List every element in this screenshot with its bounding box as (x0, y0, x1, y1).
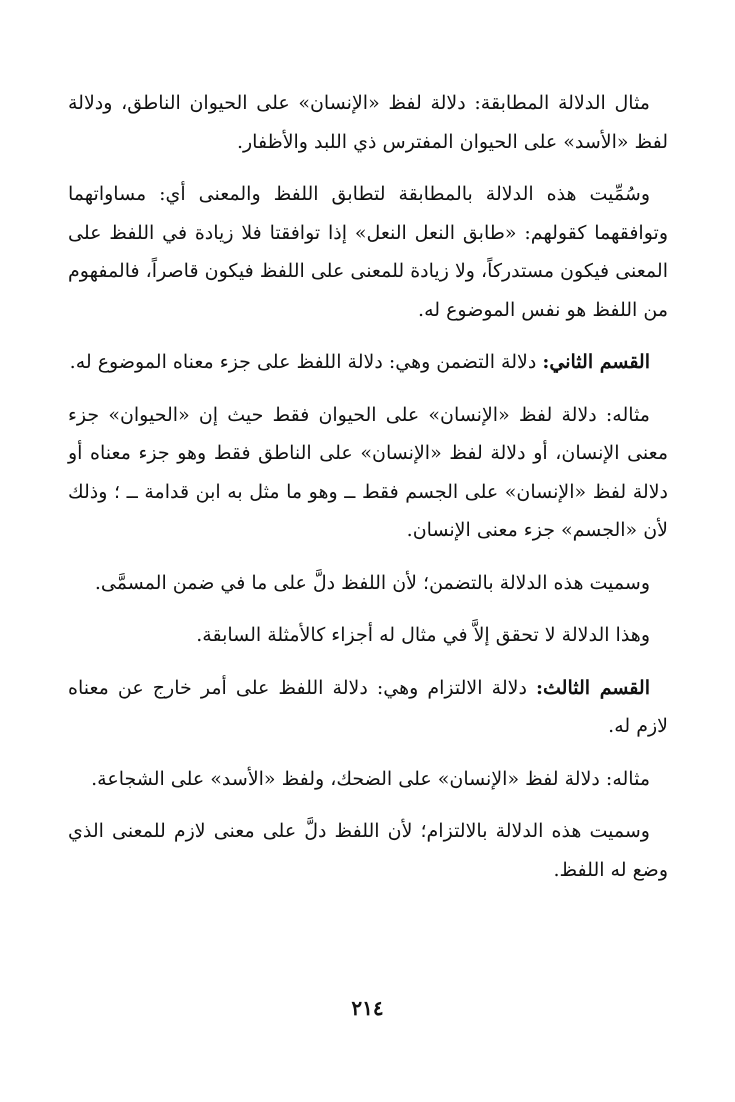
paragraph (68, 616, 668, 655)
paragraph-text: وهذا الدلالة لا تحقق إلاَّ في مثال له أجزاء كالأمثلة السابقة. (196, 624, 650, 646)
paragraph-text: وسُمِّيت هذه الدلالة بالمطابقة لتطابق اللفظ والمعنى أي: مساواتهما وتوافقهما كقولهم: «طابق النعل النعل» إذا توافقتا فلا زيادة في اللفظ على المعنى فيكون مستدركاً، ولا زيادة للمعنى على اللفظ فيكون قاصراً، فالمفهوم من اللفظ هو نفس الموضوع له. (68, 183, 668, 321)
paragraph (68, 760, 668, 799)
paragraph-text: وسميت هذه الدلالة بالتضمن؛ لأن اللفظ دلَّ على ما في ضمن المسمَّى. (94, 571, 650, 594)
paragraph (68, 396, 668, 550)
page-body (68, 84, 668, 903)
paragraph (68, 564, 668, 603)
paragraph-text: دلالة التضمن وهي: دلالة اللفظ على جزء معناه الموضوع له. (69, 351, 543, 373)
paragraph (68, 669, 668, 746)
paragraph (68, 812, 668, 889)
paragraph (68, 84, 668, 161)
page-number: ٢١٤ (351, 996, 384, 1020)
paragraph-text: دلالة الالتزام وهي: دلالة اللفظ على أمر خارج عن معناه لازم له. (68, 676, 668, 737)
paragraph-text: وسميت هذه الدلالة بالالتزام؛ لأن اللفظ دلَّ على معنى لازم للمعنى الذي وضع له اللفظ. (68, 820, 668, 881)
section-heading: القسم الثاني: (542, 351, 650, 373)
paragraph-text: مثاله: دلالة لفظ «الإنسان» على الضحك، ولفظ «الأسد» على الشجاعة. (91, 767, 650, 790)
paragraph (68, 175, 668, 329)
section-heading: القسم الثالث: (536, 676, 650, 699)
paragraph (68, 343, 668, 382)
paragraph-text: مثال الدلالة المطابقة: دلالة لفظ «الإنسان» على الحيوان الناطق، ودلالة لفظ «الأسد» على الحيوان المفترس ذي اللبد والأظفار. (68, 92, 668, 153)
paragraph-text: مثاله: دلالة لفظ «الإنسان» على الحيوان فقط حيث إن «الحيوان» جزء معنى الإنسان، أو دلالة لفظ «الإنسان» على الناطق فقط وهو جزء معناه أو دلالة لفظ «الإنسان» على الجسم فقط ــ وهو ما مثل به ابن قدامة ــ ؛ وذلك لأن «الجسم» جزء معنى الإنسان. (68, 403, 668, 541)
